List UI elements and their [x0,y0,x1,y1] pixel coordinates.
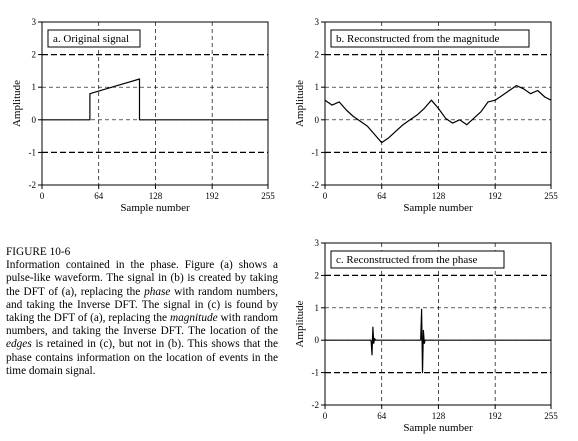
y-tick-label: -2 [311,180,319,190]
x-axis-label: Sample number [403,422,473,434]
y-tick-label: 2 [31,49,36,60]
y-axis-label: Amplitude [294,79,306,128]
x-tick-label: 64 [94,191,104,201]
x-tick-label: 255 [544,411,558,421]
y-axis-label: Amplitude [294,300,306,348]
y-tick-label: -1 [28,147,36,158]
y-tick-label: 3 [314,17,319,27]
y-tick-label: -2 [311,400,319,410]
y-tick-label: -1 [311,367,319,378]
y-tick-label: 3 [31,17,36,27]
series-line-a [42,79,268,120]
x-tick-label: 128 [431,411,446,421]
y-tick-label: 1 [314,302,319,313]
chart-c [294,238,558,434]
x-tick-label: 0 [322,191,328,201]
figure-label: FIGURE 10-6 [6,246,71,258]
x-tick-label: 0 [322,411,328,421]
x-tick-label: 255 [544,191,558,201]
x-tick-label: 192 [488,411,502,421]
y-tick-label: 0 [31,114,36,125]
x-tick-label: 64 [377,411,387,421]
caption-text: Information contained in the phase. Figure (a) shows a pulse-like waveform. The signal in (b) is created by taking the DFT of (a), replacing the [6,259,278,298]
series-line-b [325,86,551,143]
x-axis-label: Sample number [120,202,190,214]
x-tick-label: 255 [261,191,275,201]
caption-emphasis: magnitude [169,312,218,325]
caption-body [6,259,278,377]
caption-emphasis: edges [6,338,32,351]
x-tick-label: 192 [488,191,502,201]
chart-title: c. Reconstructed from the phase [336,254,478,266]
chart-title: b. Reconstructed from the magnitude [336,33,500,45]
y-tick-label: 1 [31,82,36,93]
series-line-c [325,309,551,372]
caption-text: with random numbers, and taking the Inverse DFT. The location of the [6,312,278,338]
figure-caption [6,246,278,378]
chart-title: a. Original signal [53,33,130,45]
y-tick-label: 0 [314,335,319,346]
y-tick-label: -1 [311,147,319,158]
y-tick-label: 2 [314,49,319,60]
y-tick-label: 0 [314,114,319,125]
caption-text: with random numbers, and taking the Inverse DFT. The signal in (c) is found by taking the DFT of (a), replacing the [6,285,278,325]
chart-a [11,17,275,214]
x-tick-label: 192 [205,191,219,201]
caption-text: is retained in (c), but not in (b). This shows that the phase contains information on the location of events in the time domain signal. [6,338,278,377]
chart-b [294,17,558,214]
caption-emphasis: phase [144,285,171,298]
x-tick-label: 64 [377,191,387,201]
y-axis-label: Amplitude [11,79,23,128]
x-tick-label: 128 [148,191,163,201]
x-axis-label: Sample number [403,202,473,214]
y-tick-label: 1 [314,82,319,93]
x-tick-label: 128 [431,191,446,201]
y-tick-label: 2 [314,270,319,281]
y-tick-label: -2 [28,180,36,190]
x-tick-label: 0 [39,191,45,201]
y-tick-label: 3 [314,238,319,248]
